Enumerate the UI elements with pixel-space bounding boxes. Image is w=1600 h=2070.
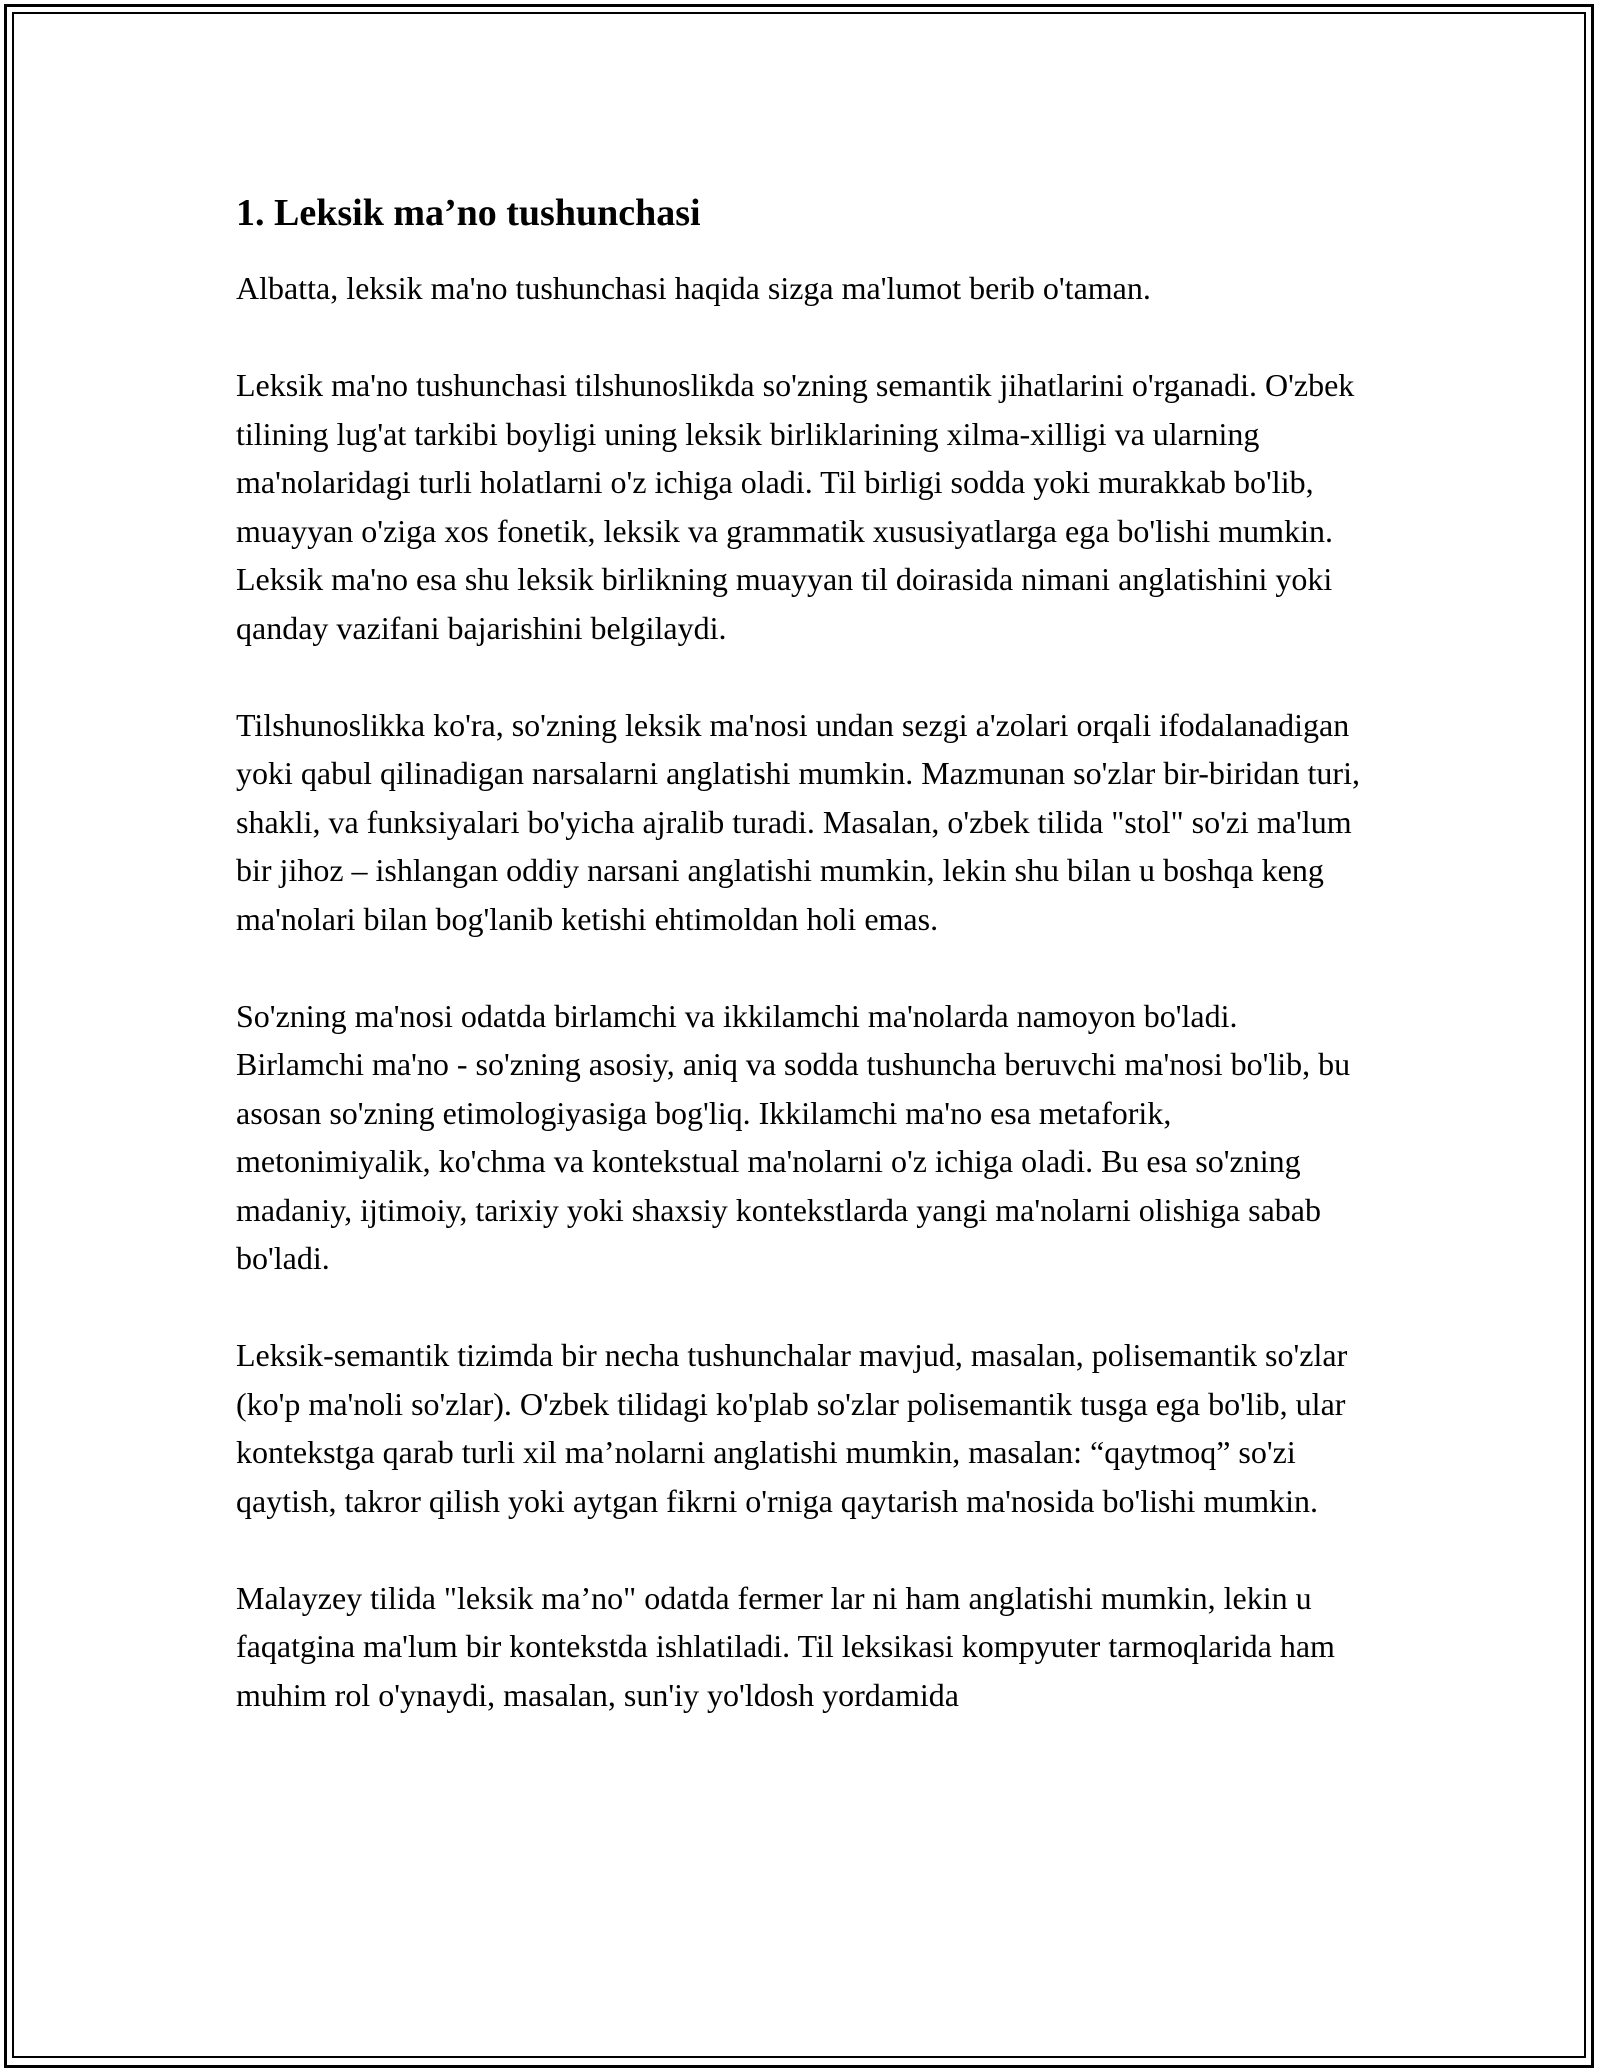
paragraph-malay: Malayzey tilida "leksik ma’no" odatda fermer lar ni ham anglatishi mumkin, lekin u faqatgina ma'lum bir kontekstda ishlatiladi. Til leksikasi kompyuter tarmoqlarida ham muhim rol o'ynaydi, masalan, sun'iy yo'ldosh yordamida	[236, 1579, 1335, 1713]
paragraph-polysemy: Leksik-semantik tizimda bir necha tushunchalar mavjud, masalan, polisemantik so'zlar (ko'p ma'noli so'zlar). O'zbek tilidagi ko'plab so'zlar polisemantik tusga ega bo'lib, ular kontekstga qarab turli xil ma’nolarni anglatishi mumkin, masalan: “qaytmoq” so'zi qaytish, takror qilish yoki aytgan fikrni o'rniga qaytarish ma'nosida bo'lishi mumkin.	[236, 1337, 1348, 1519]
paragraph-intro: Albatta, leksik ma'no tushunchasi haqida sizga ma'lumot berib o'taman.	[236, 270, 1151, 306]
paragraph-primary-secondary: So'zning ma'nosi odatda birlamchi va ikkilamchi ma'nolarda namoyon bo'ladi. Birlamchi ma'no - so'zning asosiy, aniq va sodda tushuncha beruvchi ma'nosi bo'lib, bu asosan so'zning etimologiyasiga bog'liq. Ikkilamchi ma'no esa metaforik, metonimiyalik, ko'chma va kontekstual ma'nolarni o'z ichiga oladi. Bu esa so'zning madaniy, ijtimoiy, tarixiy yoki shaxsiy kontekstlarda yangi ma'nolarni olishiga sabab bo'ladi.	[236, 997, 1351, 1276]
paragraph-definition: Leksik ma'no tushunchasi tilshunoslikda so'zning semantik jihatlarini o'rganadi. O'zbek tilining lug'at tarkibi boyligi uning leksik birliklarining xilma-xilligi va ularning ma'nolaridagi turli holatlarni o'z ichiga oladi. Til birligi sodda yoki murakkab bo'lib, muayyan o'ziga xos fonetik, leksik va grammatik xususiyatlarga ega bo'lishi mumkin. Leksik ma'no esa shu leksik birlikning muayyan til doirasida nimani anglatishini yoki qanday vazifani bajarishini belgilaydi.	[236, 367, 1355, 646]
section-heading: 1. Leksik ma’no tushunchasi	[236, 192, 701, 234]
paragraph-sensory-meaning: Tilshunoslikka ko'ra, so'zning leksik ma'nosi undan sezgi a'zolari orqali ifodalanadigan yoki qabul qilinadigan narsalarni anglatishi mumkin. Mazmunan so'zlar bir-biridan turi, shakli, va funksiyalari bo'yicha ajralib turadi. Masalan, o'zbek tilida "stol" so'zi ma'lum bir jihoz – ishlangan oddiy narsani anglatishi mumkin, lekin shu bilan u boshqa keng ma'nolari bilan bog'lanib ketishi ehtimoldan holi emas.	[236, 706, 1360, 937]
document-body	[236, 180, 1366, 1719]
